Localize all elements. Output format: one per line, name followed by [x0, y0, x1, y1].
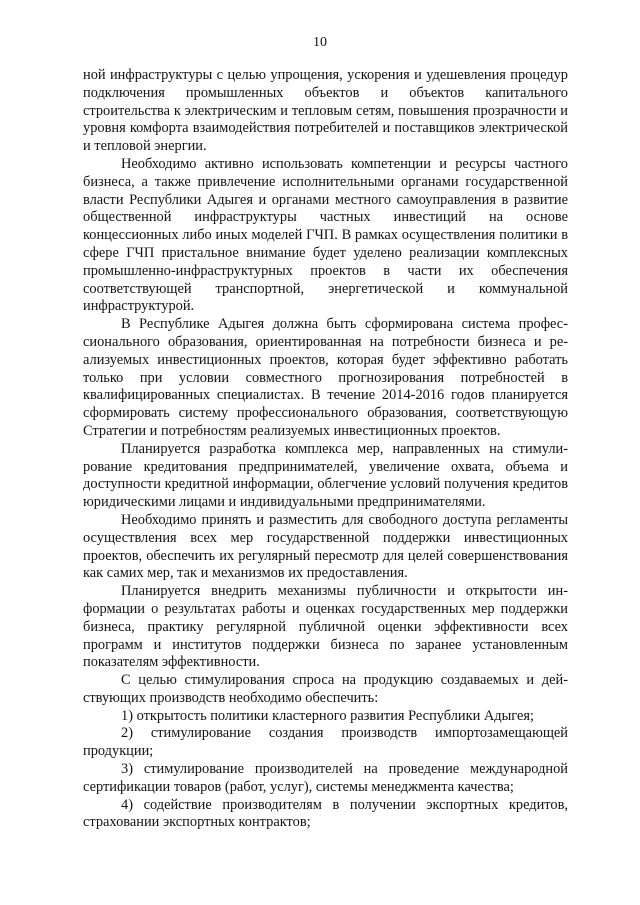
list-item-2: 2) стимулирование создания производств импортозамещающей продукции;: [83, 725, 568, 760]
list-item-1: 1) открытость политики кластерного развития Республики Адыгея;: [121, 707, 535, 724]
paragraph-regulations: Необходимо принять и разместить для свободного доступа регламенты осуществления всех мер государственной поддержки инвестиционных проектов, обеспечить их регулярный пересмотр для целей совершенствования как самих мер, так и механизмов их предоставления.: [83, 511, 568, 582]
paragraph-demand-stimulation: С целью стимулирования спроса на продукцию создаваемых и действующих производств необходимо обеспечить:: [83, 672, 568, 706]
document-body: [83, 67, 568, 832]
list-item-4: 4) содействие производителям в получении экспортных кредитов, страховании экспортных контрактов;: [83, 796, 568, 831]
page-number: 10: [313, 35, 327, 50]
paragraph-infrastructure: ной инфраструктуры с целью упрощения, ускорения и удешевления процедур подключения промышленных объектов и объектов капитального строительства к электрическим и тепловым сетям, повышения прозрачности и уровня комфорта взаимодействия потребителей и поставщиков электрической и тепловой энергии.: [83, 67, 568, 155]
list-item-3: 3) стимулирование производителей на проведение международной сертификации товаров (работ, услуг), системы менеджмента качества;: [83, 761, 568, 795]
paragraph-publicity: Планируется внедрить механизмы публичности и открытости информации о результатах работы и оценках государственных мер поддержки бизнеса, практику регулярной публичной оценки эффективности всех программ и институтов поддержки бизнеса по заранее установленным показателям эффективности.: [83, 583, 568, 671]
paragraph-professional-education: В Республике Адыгея должна быть сформирована система профессионального образования, ориентированная на потребности бизнеса и реализуемых инвестиционных проектов, которая будет эффективно работать только при условии совместного прогнозирования потребностей в квалифицированных специалистах. В течение 2014-2016 годов планируется сформировать систему профессионального образования, соответствующую Стратегии и потребностям реализуемых инвестиционных проектов.: [83, 316, 568, 439]
paragraph-private-business: Необходимо активно использовать компетенции и ресурсы частного бизнеса, а также привлечение исполнительными органами государственной власти Республики Адыгея и органами местного самоуправления в развитие общественной инфраструктуры частных инвестиций на основе концессионных либо иных моделей ГЧП. В рамках осуществления политики в сфере ГЧП пристальное внимание будет уделено реализации комплексных промышленно-инфраструктурных проектов в части их обеспечения соответствующей транспортной, энергетической и коммунальной инфраструктурой.: [83, 155, 568, 315]
paragraph-credit-measures: Планируется разработка комплекса мер, направленных на стимулирование кредитования предпринимателей, увеличение охвата, объема и доступности кредитной информации, облегчение условий получения кредитов юридическими лицами и индивидуальными предпринимателями.: [83, 440, 568, 511]
